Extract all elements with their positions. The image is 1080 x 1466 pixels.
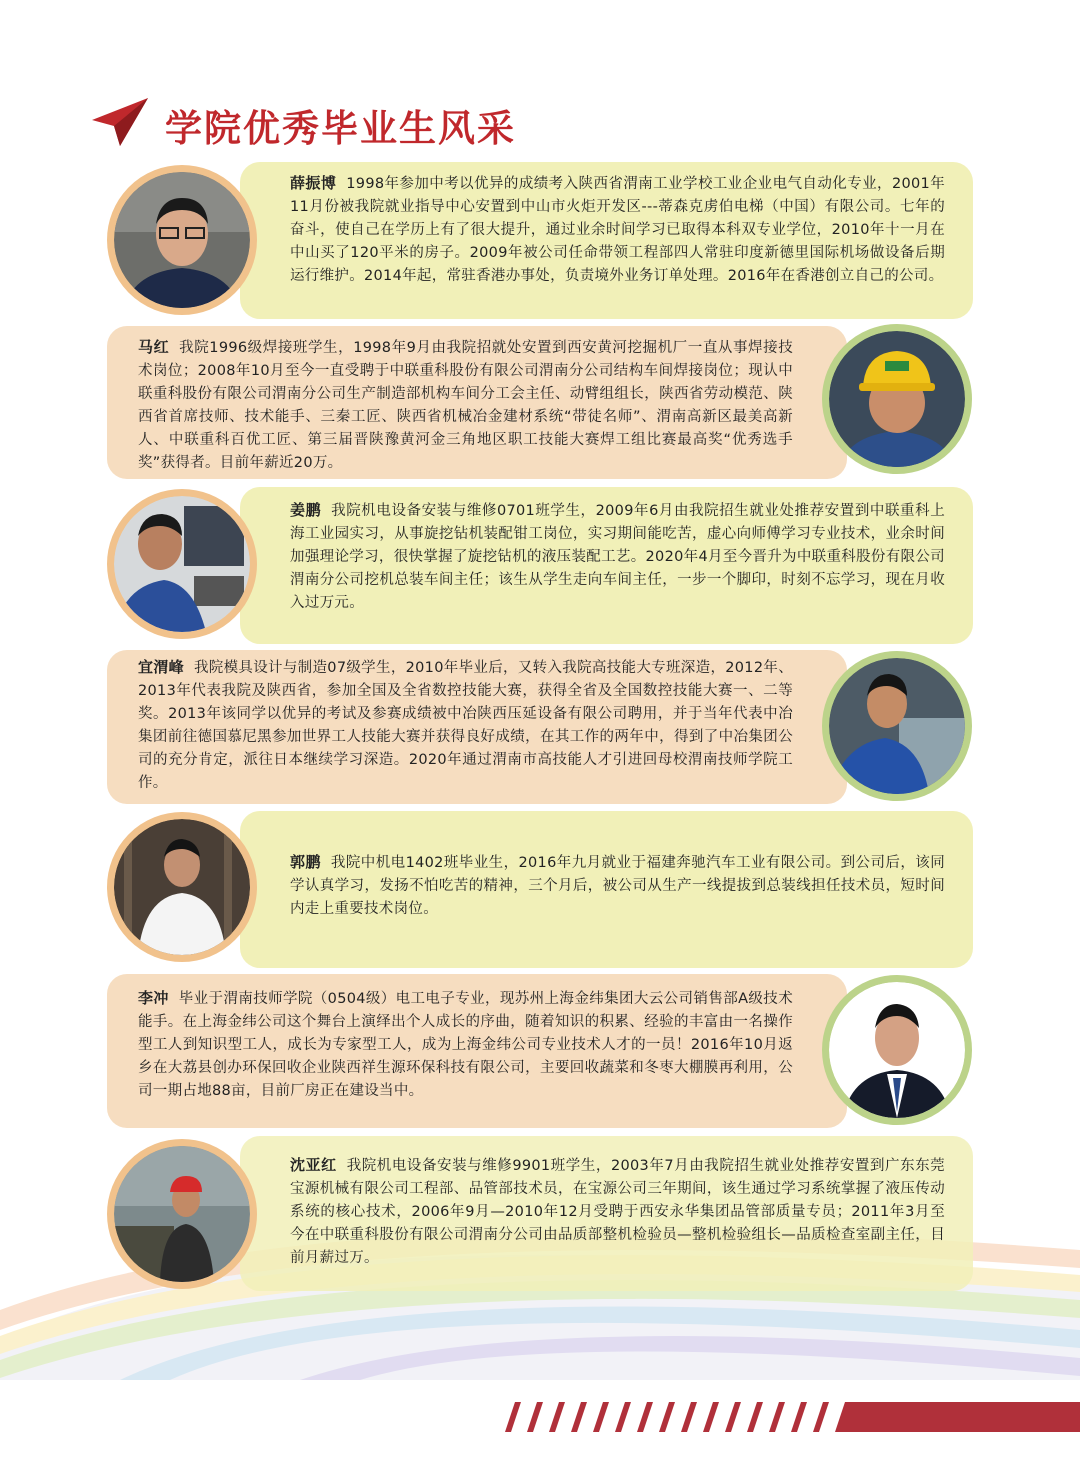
profile-photo xyxy=(822,975,972,1125)
footer-stripe-decoration xyxy=(505,1402,1080,1432)
profile-card xyxy=(107,974,847,1128)
profile-text: 我院1996级焊接班学生，1998年9月由我院招就处安置到西安黄河挖掘机厂一直从事焊接技术岗位；2008年10月至今一直受聘于中联重科股份有限公司渭南分公司结构车间焊接岗位；现认中联重科股份有限公司渭南分公司生产制造部机构车间分工会主任、动臂组组长，陕西省劳动模范、陕西省首席技师、技术能手、三秦工匠、陕西省机械冶金建材系统“带徒名师”、渭南高新区最美高新人、中联重科百优工匠、第三届晋陕豫黄河金三角地区职工技能大赛焊工组比赛最高奖“优秀选手奖”获得者。目前年薪近20万。 xyxy=(138,340,793,471)
profile-card xyxy=(240,487,973,644)
profile-photo xyxy=(822,651,972,801)
profile-name: 沈亚红 xyxy=(290,1156,337,1174)
paper-plane-icon xyxy=(90,96,150,152)
profile-photo xyxy=(107,165,257,315)
profile-name: 李冲 xyxy=(138,989,169,1007)
profile-text: 我院机电设备安装与维修0701班学生，2009年6月由我院招生就业处推荐安置到中联重科上海工业园实习，从事旋挖钻机装配钳工岗位，实习期间能吃苦，虚心向师傅学习专业技术，业余时间加强理论学习，很快掌握了旋挖钻机的液压装配工艺。2020年4月至今晋升为中联重科股份有限公司渭南分公司挖机总装车间主任；该生从学生走向车间主任，一步一个脚印，时刻不忘学习，现在月收入过万元。 xyxy=(290,503,945,611)
profile-photo xyxy=(107,489,257,639)
profile-text: 我院中机电1402班毕业生，2016年九月就业于福建奔驰汽车工业有限公司。到公司后，该同学认真学习，发扬不怕吃苦的精神，三个月后，被公司从生产一线提拔到总装线担任技术员，短时间内走上重要技术岗位。 xyxy=(290,855,946,917)
profile-card xyxy=(240,162,973,319)
profile-text: 毕业于渭南技师学院（0504级）电工电子专业，现苏州上海金纬集团大云公司销售部A级技术能手。在上海金纬公司这个舞台上演绎出个人成长的序曲，随着知识的积累、经验的丰富由一名操作型工人到知识型工人，成长为专家型工人，成为上海金纬公司专业技术人才的一员！2016年10月返乡在大荔县创办环保回收企业陕西祥生源环保科技有限公司，主要回收蔬菜和冬枣大棚膜再利用，公司一期占地88亩，目前厂房正在建设当中。 xyxy=(138,991,793,1099)
profile-name: 姜鹏 xyxy=(290,501,322,519)
profile-photo xyxy=(107,1139,257,1289)
profile-name: 马红 xyxy=(138,338,170,356)
profile-card xyxy=(107,650,847,804)
profile-photo xyxy=(822,324,972,474)
profile-card xyxy=(240,811,973,968)
profile-text: 我院模具设计与制造07级学生，2010年毕业后，又转入我院高技能大专班深造，2012年、2013年代表我院及陕西省，参加全国及全省数控技能大赛，获得全省及全国数控技能大赛一、二等奖。2013年该同学以优异的考试及参赛成绩被中冶陕西压延设备有限公司聘用，并于当年代表中冶集团前往德国慕尼黑参加世界工人技能大赛并获得良好成绩，在其工作的两年中，得到了中冶集团公司的充分肯定，派往日本继续学习深造。2020年通过渭南市高技能人才引进回母校渭南技师学院工作。 xyxy=(138,660,793,791)
profile-card xyxy=(240,1136,973,1291)
profile-photo xyxy=(107,812,257,962)
profile-text: 我院机电设备安装与维修9901班学生，2003年7月由我院招生就业处推荐安置到广东东莞宝源机械有限公司工程部、品管部技术员，在宝源公司三年期间，该生通过学习系统掌握了液压传动系统的核心技术，2006年9月—2010年12月受聘于西安永华集团品管部质量专员；2011年3月至今在中联重科股份有限公司渭南分公司由品质部整机检验员—整机检验组长—品质检查室副主任，目前月薪过万。 xyxy=(290,1158,945,1266)
profile-name: 宜渭峰 xyxy=(138,658,184,676)
profile-name: 薛振博 xyxy=(290,174,337,192)
page-title: 学院优秀毕业生风采 xyxy=(165,106,516,150)
profile-text: 1998年参加中考以优异的成绩考入陕西省渭南工业学校工业企业电气自动化专业，2001年11月份被我院就业指导中心安置到中山市火炬开发区---蒂森克虏伯电梯（中国）有限公司。七年的奋斗，使自己在学历上有了很大提升，通过业余时间学习已取得本科双专业学位，2010年十一月在中山买了120平米的房子。2009年被公司任命带领工程部四人常驻印度新德里国际机场做设备后期运行维护。2014年起，常驻香港办事处，负责境外业务订单处理。2016年在香港创立自己的公司。 xyxy=(290,176,945,284)
profile-card xyxy=(107,326,847,479)
profile-name: 郭鹏 xyxy=(290,853,321,871)
